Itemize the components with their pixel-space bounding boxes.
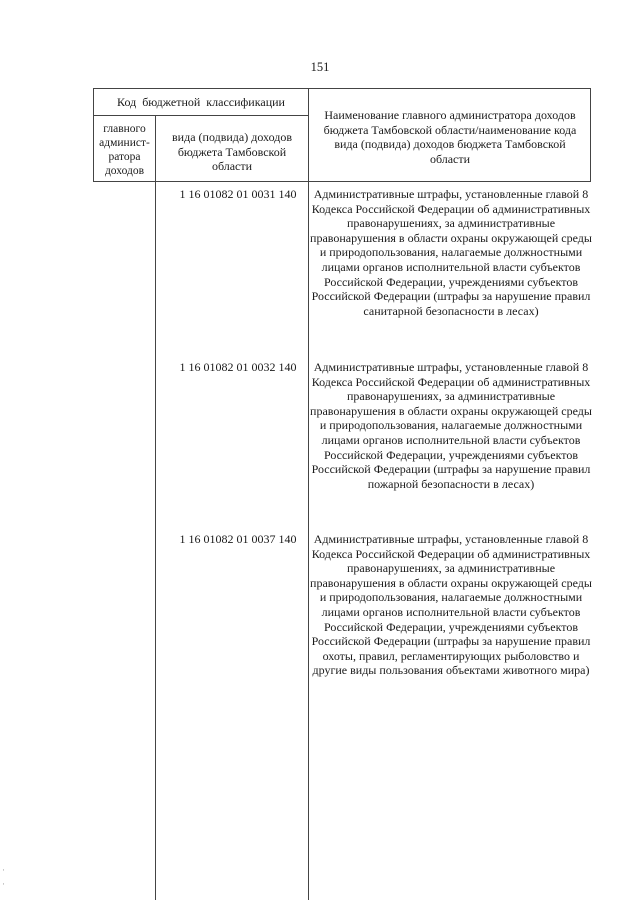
header-col-name: Наименование главного администратора доходов бюджета Тамбовской области/наименование кода вида (подвида) доходов бюджета Тамбовской области: [323, 108, 577, 166]
row-description: Административные штрафы, установленные главой 8 Кодекса Российской Федерации об административных правонарушениях, за административные правонарушения в области охраны окружающей среды и природопользования, налагаемые должностными лицами органов исполнительной власти субъектов Российской Федерации, учреждениями субъектов Российской Федерации (штрафы за нарушение правил пожарной безопасности в лесах): [310, 360, 592, 491]
table-top-border: [93, 88, 590, 89]
column-divider-code: [155, 115, 156, 900]
table-right-border: [590, 88, 591, 182]
header-col-code: вида (подвида) доходов бюджета Тамбовской области: [172, 130, 292, 173]
row-description: Административные штрафы, установленные главой 8 Кодекса Российской Федерации об административных правонарушениях, за административные правонарушения в области охраны окружающей среды и природопользования, налагаемые должностными лицами органов исполнительной власти субъектов Российской Федерации, учреждениями субъектов Российской Федерации (штрафы за нарушение правил санитарной безопасности в лесах): [310, 187, 592, 318]
scan-edge-mark: ·: [2, 865, 5, 875]
header-group-underline: [93, 115, 308, 116]
row-code: 1 16 01082 01 0031 140: [179, 187, 297, 201]
column-divider-name: [308, 88, 309, 900]
row-code: 1 16 01082 01 0032 140: [179, 360, 297, 374]
header-bottom-border: [93, 181, 590, 182]
row-code: 1 16 01082 01 0037 140: [179, 532, 297, 546]
row-description: Административные штрафы, установленные главой 8 Кодекса Российской Федерации об административных правонарушениях, за административные правонарушения в области охраны окружающей среды и природопользования, налагаемые должностными лицами органов исполнительной власти субъектов Российской Федерации, учреждениями субъектов Российской Федерации (штрафы за нарушение правил охоты, правил, регламентирующих рыболовство и другие виды пользования объектами животного мира): [310, 532, 592, 678]
page-number: 151: [310, 60, 330, 74]
header-group-label: Код бюджетной классификации: [117, 95, 285, 109]
scan-edge-mark: ·: [2, 879, 5, 889]
header-col-admin: главного админист-ратора доходов: [99, 123, 150, 177]
